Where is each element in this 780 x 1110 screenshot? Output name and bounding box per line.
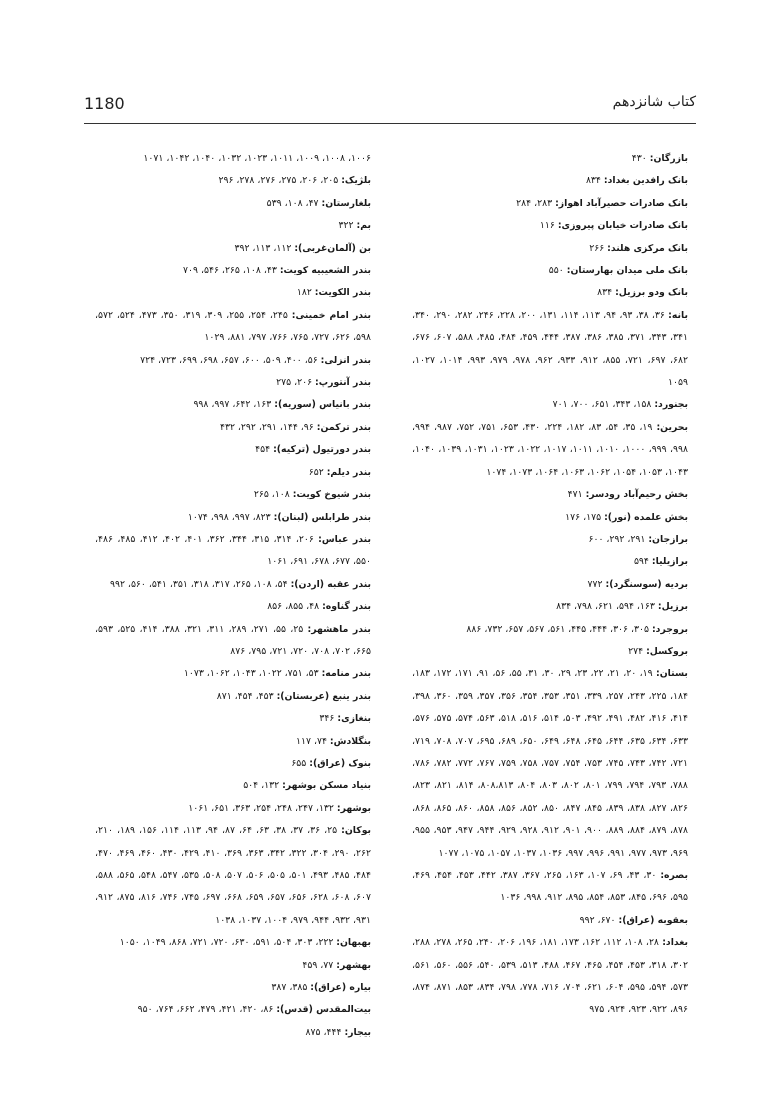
page-number: 1180: [84, 94, 125, 113]
index-headword: برزیل:: [657, 601, 688, 613]
index-entry: [95, 574, 371, 596]
index-entry: [95, 753, 371, 775]
index-headword: بروکسل:: [646, 645, 688, 657]
index-headword: بندر امام خمینی:: [291, 309, 371, 321]
index-page-refs: ۸۲۳، ۹۹۷، ۹۹۸، ۱۰۷۴: [187, 511, 274, 523]
index-entry: [412, 663, 688, 865]
index-entry: [95, 238, 371, 260]
index-page-refs: ۴۵۴: [255, 444, 274, 456]
index-entry: [412, 260, 688, 282]
index-entry: [95, 596, 371, 618]
index-page-refs: ۱۹، ۲۰، ۲۱، ۲۲، ۲۳، ۲۹، ۳۰، ۳۱، ۵۵، ۵۶، ۹۱، ۱۷۱، ۱۷۲، ۱۸۳، ۱۸۴، ۲۲۵، ۲۴۳، ۲۵۷، ۳۳۹، ۳۵۱، ۳۵۳، ۳۵۴، ۳۵۶، ۳۵۷، ۳۵۹، ۳۶۰، ۳۹۸، ۴۱۴، ۴۱۶، ۴۸۲، ۴۹۱، ۴۹۲، ۵۰۳، ۵۱۴، ۵۱۶، ۵۱۸، ۵۶۳، ۵۷۴، ۵۷۵، ۵۷۶، ۶۳۳، ۶۳۴، ۶۳۵، ۶۴۴، ۶۴۵، ۶۴۸، ۶۴۹، ۶۵۰، ۶۸۹، ۶۹۵، ۷۰۷، ۷۰۸، ۷۱۹، ۷۲۱، ۷۴۲، ۷۴۳، ۷۴۵، ۷۵۳، ۷۵۴، ۷۵۷، ۷۵۸، ۷۵۹، ۷۶۷، ۷۷۲، ۷۸۲، ۷۸۶، ۷۸۸، ۷۹۳، ۷۹۴، ۷۹۹، ۸۰۱، ۸۰۲، ۸۰۳، ۸۰۴، ۸۰۸،۸۱۳، ۸۱۴، ۸۲۱، ۸۲۳، ۸۲۶، ۸۲۷، ۸۳۸، ۸۳۹، ۸۴۵، ۸۴۷، ۸۵۰، ۸۵۲، ۸۵۶، ۸۵۸، ۸۶۰، ۸۶۵، ۸۶۸، ۸۷۸، ۸۷۹، ۸۸۴، ۸۸۹، ۹۰۰، ۹۰۱، ۹۱۲، ۹۲۸، ۹۲۹، ۹۴۴، ۹۴۷، ۹۵۳، ۹۵۵، ۹۶۹، ۹۷۳، ۹۷۷، ۹۹۱، ۹۹۶، ۹۹۷، ۱۰۳۶، ۱۰۳۷، ۱۰۵۷، ۱۰۷۵، ۱۰۷۷: [412, 668, 688, 859]
index-page-refs: ۳۰۵، ۳۰۶، ۴۴۴، ۴۴۵، ۵۶۱، ۵۶۷، ۶۵۷، ۷۳۲، ۸۸۶: [466, 623, 652, 635]
index-page-refs: ۵۳، ۷۵۱، ۱۰۲۲، ۱۰۴۳، ۱۰۶۲، ۱۰۷۳: [183, 668, 322, 680]
index-headword: بوشهر:: [336, 802, 371, 814]
index-headword: بیت‌المقدس (قدس):: [276, 1004, 371, 1016]
index-entry: [95, 462, 371, 484]
index-page-refs: ۴۷۱: [567, 489, 586, 501]
index-entry: [412, 932, 688, 1022]
index-headword: بندر انزلی:: [320, 354, 371, 366]
index-entry: [412, 865, 688, 910]
index-headword: بغداد:: [662, 937, 689, 949]
index-page-refs: ۲۷۴: [628, 645, 647, 657]
index-entry: [412, 529, 688, 551]
index-entry: [412, 484, 688, 506]
index-headword: بانک ملی میدان بهارستان:: [566, 265, 688, 277]
index-entry: [95, 798, 371, 820]
index-headword: بندر دورتیول (ترکیه):: [273, 444, 371, 456]
index-headword: بن (آلمان‌غربی):: [294, 242, 371, 254]
index-column-right: [412, 148, 688, 1022]
index-headword: بهبهان:: [336, 937, 371, 949]
index-page-refs: ۲۰۶، ۲۷۵: [276, 377, 316, 389]
index-page-refs: ۴۷، ۱۰۸، ۵۳۹: [266, 197, 322, 209]
index-page-refs: ۱۱۶: [539, 220, 558, 232]
index-headword: بلغارستان:: [321, 197, 371, 209]
index-entry: [412, 910, 688, 932]
index-page-refs: ۲۸۳، ۲۸۴: [516, 197, 556, 209]
index-headword: بندر طرابلس (لبنان):: [273, 511, 371, 523]
index-entry: [95, 305, 371, 350]
index-headword: بانه:: [668, 309, 688, 321]
index-headword: بخش علمده (نور):: [604, 511, 688, 523]
index-entry: [412, 619, 688, 641]
index-headword: بخش رحیم‌آباد رودسر:: [585, 489, 688, 501]
index-page-refs: ۲۹۱، ۲۹۲، ۶۰۰: [588, 533, 649, 545]
index-entry: [95, 417, 371, 439]
index-headword: بندر گناوه:: [322, 601, 371, 613]
index-entry: [412, 148, 688, 170]
index-entry: [95, 1022, 371, 1044]
index-headword: بانک ودو برزیل:: [615, 287, 688, 299]
index-page-refs: ۸۳۴: [585, 175, 604, 187]
index-headword: بعقوبه (عراق):: [618, 914, 688, 926]
index-headword: بانک صادرات حصیرآباد اهواز:: [555, 197, 688, 209]
index-page-refs: ۸۶، ۴۲۰، ۴۲۱، ۴۷۹، ۶۶۲، ۷۶۴، ۹۵۰: [137, 1004, 277, 1016]
index-page-refs: ۵۵۰: [548, 265, 567, 277]
index-headword: بندر آنتورپ:: [315, 377, 371, 389]
index-headword: برازیلیا:: [651, 556, 688, 568]
index-headword: بیجار:: [344, 1026, 371, 1038]
index-headword: بجنورد:: [654, 399, 688, 411]
index-column-left: [95, 148, 371, 1044]
index-headword: بحرین:: [656, 421, 689, 433]
index-entry: [95, 663, 371, 685]
index-entry: [95, 775, 371, 797]
index-entry: [95, 484, 371, 506]
index-page-refs: ۲۰۵، ۲۰۶، ۲۷۵، ۲۷۶، ۲۷۸، ۲۹۶: [218, 175, 342, 187]
index-entry: [412, 507, 688, 529]
index-entry: [95, 708, 371, 730]
index-entry: [95, 932, 371, 954]
index-page-refs: ۳۴۶: [319, 713, 338, 725]
index-page-refs: ۳۲۲: [338, 220, 357, 232]
index-entry: [95, 394, 371, 416]
index-headword: بنیاد مسکن بوشهر:: [282, 780, 371, 792]
index-page-refs: ۶۷۰، ۹۹۲: [579, 914, 619, 926]
index-headword: بنوک (عراق):: [309, 757, 371, 769]
index-entry: [95, 260, 371, 282]
index-page-refs: ۱۰۰۶، ۱۰۰۸، ۱۰۰۹، ۱۰۱۱، ۱۰۲۳، ۱۰۳۲، ۱۰۴۰، ۱۰۴۲، ۱۰۷۱: [143, 153, 371, 164]
index-page-refs: ۲۵، ۳۶، ۳۷، ۳۸، ۶۳، ۶۴، ۸۷، ۹۴، ۱۱۳، ۱۱۴، ۱۵۶، ۱۸۹، ۲۱۰، ۲۶۲، ۲۹۰، ۳۰۴، ۳۲۲، ۳۴۲، ۳۶۳، ۳۶۹، ۴۱۰، ۴۲۹، ۴۳۰، ۴۶۰، ۴۶۹، ۴۷۰، ۴۸۴، ۴۸۵، ۴۹۳، ۵۰۱، ۵۰۵، ۵۰۶، ۵۰۷، ۵۰۸، ۵۳۵، ۵۴۷، ۵۴۸، ۵۶۵، ۵۸۸، ۶۰۷، ۶۰۸، ۶۲۸، ۶۵۶، ۶۵۷، ۶۵۹، ۶۶۸، ۶۹۷، ۷۴۵، ۷۴۶، ۸۱۶، ۸۷۵، ۹۱۲، ۹۳۱، ۹۳۲، ۹۴۴، ۹۷۹، ۱۰۰۴، ۱۰۳۷، ۱۰۳۸: [95, 825, 371, 926]
index-entry: [412, 574, 688, 596]
index-headword: بصره:: [660, 870, 688, 881]
index-page-refs: ۱۹، ۳۵، ۵۴، ۸۳، ۱۸۲، ۲۲۴، ۴۳۰، ۶۵۳، ۷۵۱، ۷۵۲، ۹۸۷، ۹۹۴، ۹۹۸، ۹۹۹، ۱۰۰۰، ۱۰۱۰، ۱۰۱۱، ۱۰۱۷، ۱۰۲۲، ۱۰۲۳، ۱۰۳۱، ۱۰۳۹، ۱۰۴۰، ۱۰۴۳، ۱۰۵۳، ۱۰۵۴، ۱۰۶۲، ۱۰۶۳، ۱۰۶۴، ۱۰۷۳، ۱۰۷۴: [412, 421, 688, 478]
index-headword: بندر ترکمن:: [316, 421, 371, 433]
index-headword: بندر بانیاس (سوریه):: [274, 399, 371, 411]
index-headword: بانک صادرات خیابان پیروزی:: [557, 220, 688, 232]
index-entry: [95, 215, 371, 237]
index-entry: [95, 977, 371, 999]
index-entry: [95, 507, 371, 529]
index-page-refs: ۷۷، ۴۵۹: [302, 959, 337, 971]
index-headword: بردیه (سوسنگرد):: [605, 578, 688, 590]
index-entry: [412, 641, 688, 663]
index-page-refs: ۱۸۲: [296, 287, 315, 299]
index-entry: [95, 439, 371, 461]
index-page-refs: ۳۶، ۳۸، ۹۳، ۹۴، ۱۱۳، ۱۱۴، ۱۳۱، ۲۰۰، ۲۲۸، ۲۴۶، ۲۸۲، ۲۹۰، ۳۴۰، ۳۴۱، ۳۴۳، ۳۷۱، ۳۸۵، ۳۸۶، ۳۸۷، ۴۴۴، ۴۵۹، ۴۸۴، ۴۸۵، ۵۸۸، ۶۰۷، ۶۷۶، ۶۸۲، ۶۹۷، ۷۲۱، ۸۵۵، ۹۱۲، ۹۳۳، ۹۶۲، ۹۷۸، ۹۷۹، ۹۹۳، ۱۰۱۴، ۱۰۲۷، ۱۰۵۹: [412, 309, 689, 389]
index-page-refs: ۷۷۲: [587, 578, 606, 590]
index-headword: بانک رافدین بغداد:: [603, 175, 688, 187]
index-page-refs: ۵۴، ۱۰۸، ۲۶۵، ۳۱۷، ۳۱۸، ۳۵۱، ۵۴۱، ۵۶۰، ۹۹۲: [109, 578, 291, 590]
index-entry: [95, 999, 371, 1021]
index-page-refs: ۴۵۳، ۴۵۴، ۸۷۱: [216, 690, 277, 702]
index-page-refs: ۷۴، ۱۱۷: [296, 735, 330, 747]
index-entry: [412, 305, 688, 395]
index-headword: بندر الکویت:: [314, 287, 371, 299]
index-entry: [95, 193, 371, 215]
index-page-refs: ۸۳۴: [597, 287, 616, 299]
index-headword: بازرگان:: [649, 153, 688, 164]
index-entry: [412, 417, 688, 484]
index-entry: [412, 551, 688, 573]
index-page-refs: ۹۶، ۱۴۴، ۲۹۱، ۲۹۲، ۴۳۲: [219, 421, 317, 433]
book-title: کتاب شانزدهم: [612, 94, 696, 110]
index-page-refs: ۵۹۴: [633, 556, 652, 568]
index-entry: [95, 731, 371, 753]
index-page-refs: ۲۶۶: [589, 242, 608, 254]
index-entry: [412, 215, 688, 237]
index-page-refs: ۲۰۶، ۳۱۴، ۳۱۵، ۳۴۴، ۳۶۲، ۴۰۱، ۴۰۲، ۴۱۲، ۴۸۵، ۴۸۶، ۵۵۰، ۶۷۷، ۶۷۸، ۶۹۱، ۱۰۶۱: [95, 533, 371, 568]
index-page-refs: ۲۲۲، ۳۰۳، ۵۰۴، ۵۹۱، ۶۳۰، ۷۲۰، ۷۲۱، ۸۶۸، ۱۰۴۹، ۱۰۵۰: [119, 937, 337, 949]
index-headword: بندر الشعیبیه کویت:: [279, 265, 371, 277]
index-headword: بیاره (عراق):: [310, 982, 371, 994]
index-headword: بانک مرکزی هلند:: [607, 242, 688, 254]
index-page-refs: ۴۳۰: [631, 153, 650, 164]
index-entry: [95, 170, 371, 192]
index-headword: بهشهر:: [336, 959, 371, 971]
index-page-refs: ۶۵۲: [308, 466, 327, 478]
index-page-refs: ۱۱۲، ۱۱۳، ۳۹۲: [234, 242, 295, 254]
index-entry: [95, 820, 371, 932]
index-headword: بندر شیوخ کویت:: [292, 489, 371, 501]
index-entry: [95, 372, 371, 394]
index-entry: [95, 282, 371, 304]
index-page-refs: ۱۶۳، ۶۴۲، ۹۹۷، ۹۹۸: [193, 399, 275, 411]
index-page-refs: ۳۰، ۴۳، ۶۹، ۱۰۷، ۱۶۳، ۲۶۵، ۳۶۷، ۳۸۷، ۴۴۲، ۴۵۳، ۴۵۴، ۴۶۹، ۵۹۵، ۶۹۶، ۸۴۵، ۸۵۳، ۸۵۴، ۸۹۵، ۹۱۲، ۹۹۸، ۱۰۳۶: [412, 870, 688, 904]
page-header: [84, 94, 696, 118]
index-entry: [412, 282, 688, 304]
index-entry: [412, 193, 688, 215]
index-entry: [95, 686, 371, 708]
index-headword: بندر دیلم:: [326, 466, 371, 478]
index-page-refs: ۱۰۸، ۲۶۵: [253, 489, 293, 501]
index-page-refs: ۲۸، ۱۰۸، ۱۱۲، ۱۶۲، ۱۷۳، ۱۸۱، ۱۹۶، ۲۰۶، ۲۴۰، ۲۶۵، ۲۷۸، ۲۸۸، ۳۰۲، ۳۱۸، ۴۵۳، ۴۵۴، ۴۶۵، ۴۶۷، ۴۸۸، ۵۱۳، ۵۳۹، ۵۴۰، ۵۵۶، ۵۶۰، ۵۶۱، ۵۷۳، ۵۹۴، ۵۹۵، ۶۰۴، ۶۲۱، ۷۰۴، ۷۱۶، ۷۷۸، ۷۹۸، ۸۳۴، ۸۵۳، ۸۷۱، ۸۷۴، ۸۹۶، ۹۲۲، ۹۲۳، ۹۲۴، ۹۷۵: [412, 937, 688, 1016]
index-headword: بنغازی:: [337, 713, 371, 725]
header-rule: [84, 123, 696, 124]
index-page-refs: ۶۵۵: [291, 757, 310, 769]
index-headword: بندر منامه:: [321, 668, 371, 680]
index-headword: بوکان:: [341, 825, 372, 837]
index-entry: [95, 529, 371, 574]
index-page-refs: ۴۸، ۸۵۵، ۸۵۶: [267, 601, 323, 613]
index-headword: برازجان:: [648, 533, 688, 545]
index-headword: بروجرد:: [651, 623, 688, 635]
index-headword: بلژیک:: [341, 175, 371, 187]
index-page-refs: ۱۳۲، ۲۴۷، ۲۴۸، ۲۵۴، ۳۶۳، ۶۵۱، ۱۰۶۱: [188, 802, 337, 814]
index-entry: [95, 955, 371, 977]
index-entry: [412, 238, 688, 260]
index-headword: بم:: [356, 220, 371, 232]
index-page-refs: ۱۵۸، ۳۴۳، ۶۵۱، ۷۰۰، ۷۰۱: [552, 399, 655, 411]
index-entry: [95, 350, 371, 372]
index-page-refs: ۲۴۵، ۲۵۴، ۲۵۵، ۳۰۹، ۳۱۹، ۳۵۰، ۴۷۳، ۵۲۴، ۵۷۲، ۵۹۸، ۶۲۶، ۷۲۷، ۷۶۵، ۷۶۶، ۷۹۷، ۸۸۱، ۱۰۲۹: [95, 309, 371, 344]
index-page-refs: ۱۶۳، ۵۹۴، ۶۲۱، ۷۹۸، ۸۳۴: [556, 601, 658, 613]
index-page-refs: ۵۶، ۴۰۰، ۵۰۹، ۶۰۰، ۶۵۷، ۶۹۸، ۶۹۹، ۷۲۳، ۷۲۴: [140, 354, 321, 366]
index-page-refs: ۱۳۲، ۵۰۴: [243, 780, 283, 792]
index-headword: بندر عقبه (اردن):: [290, 578, 371, 590]
index-entry: [412, 170, 688, 192]
index-entry: [412, 596, 688, 618]
index-page-refs: ۱۷۵، ۱۷۶: [565, 511, 605, 523]
index-headword: بستان:: [656, 668, 688, 680]
index-page-refs: ۳۸۵، ۳۸۷: [271, 982, 311, 994]
index-entry: [412, 394, 688, 416]
index-page-refs: ۲۵، ۵۵، ۲۷۱، ۲۸۹، ۳۱۱، ۳۲۱، ۳۸۸، ۴۱۴، ۵۲۵، ۵۹۳، ۶۶۵، ۷۰۲، ۷۰۸، ۷۲۰، ۷۲۱، ۷۹۵، ۸۷۶: [95, 623, 371, 657]
index-headword: بندر ماهشهر:: [307, 623, 371, 635]
index-entry: [95, 148, 371, 170]
index-page-refs: ۴۳، ۱۰۸، ۲۶۵، ۵۴۶، ۷۰۹: [183, 265, 280, 277]
index-entry: [95, 619, 371, 664]
index-headword: بنگلادش:: [329, 735, 371, 747]
index-page-refs: ۴۴۴، ۸۷۵: [305, 1026, 345, 1038]
index-headword: بندر ینبع (عربستان):: [276, 690, 371, 702]
index-headword: بندر عباس:: [318, 533, 371, 545]
